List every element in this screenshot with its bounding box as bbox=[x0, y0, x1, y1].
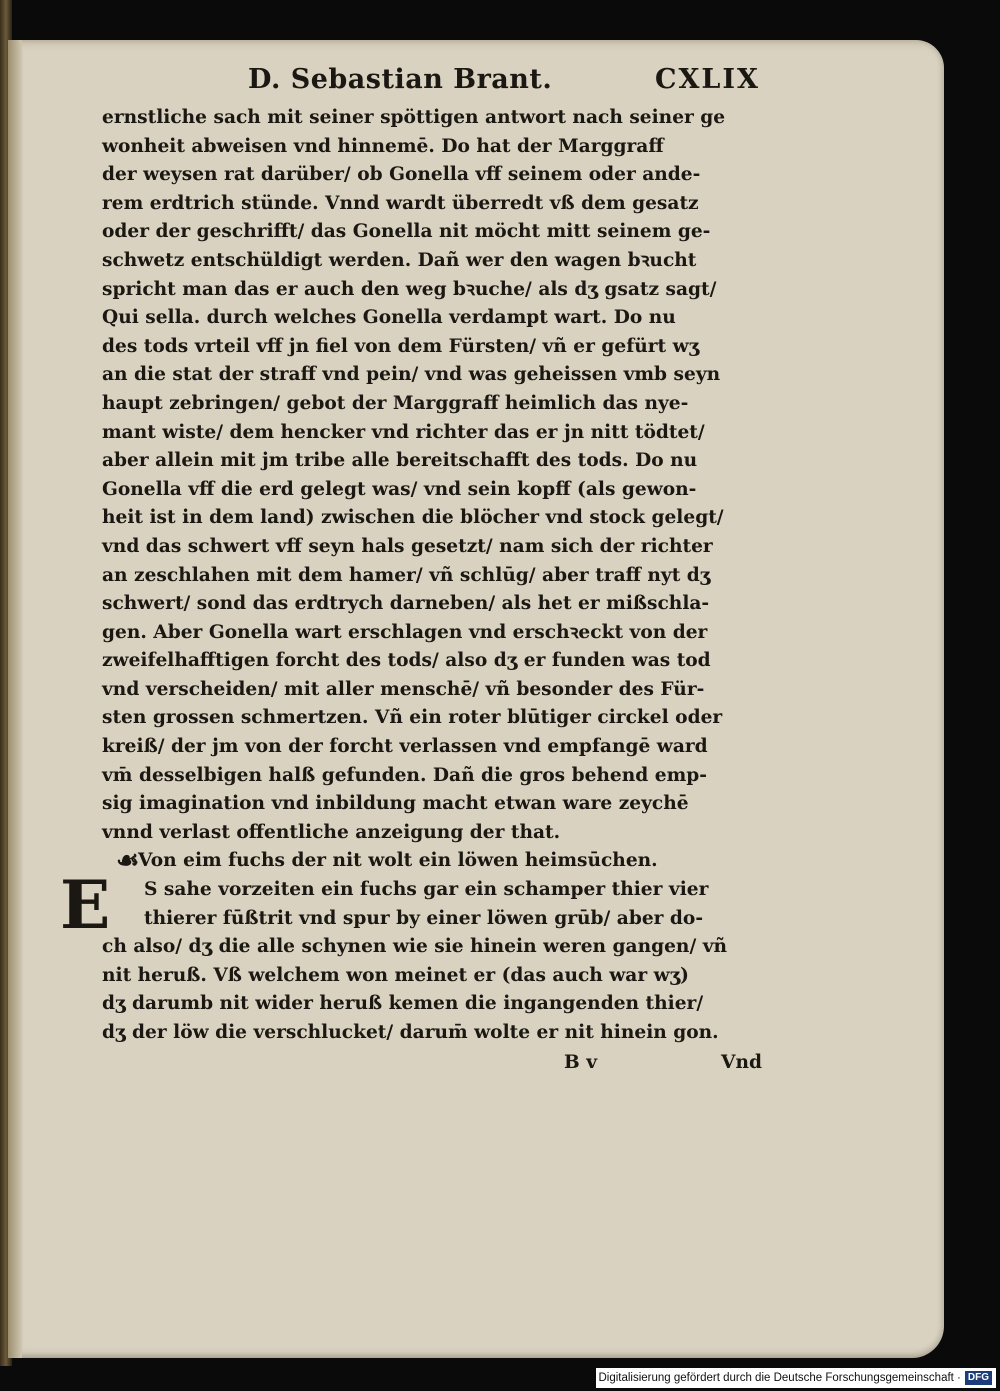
text-line: zweifelhafftigen forcht des tods/ also dʒ er funden was tod bbox=[102, 650, 711, 672]
text-line: thierer fūßtrit vnd spur by einer löwen grūb/ aber do- bbox=[144, 907, 704, 929]
text-line: an zeschlahen mit dem hamer/ vñ schlūg/ aber traff nyt dʒ bbox=[102, 564, 711, 586]
text-line: Qui sella. durch welches Gonella verdampt wart. Do nu bbox=[102, 307, 676, 329]
text-block bbox=[60, 104, 762, 1078]
text-line: vnd das schwert vff seyn hals gesetzt/ nam sich der richter bbox=[102, 535, 713, 557]
folio-number: CXLIX bbox=[654, 64, 760, 95]
running-head: D. Sebastian Brant. bbox=[248, 64, 553, 95]
text-line-content: S sahe vorzeiten ein fuchs gar ein schamper thier vier bbox=[144, 879, 709, 901]
credit-text: Digitalisierung gefördert durch die Deutsche Forschungsgemeinschaft · bbox=[598, 1372, 961, 1384]
text-line: ch also/ dʒ die alle schynen wie sie hinein weren gangen/ vñ bbox=[102, 936, 728, 958]
text-line: heit ist in dem land) zwischen die blöcher vnd stock gelegt/ bbox=[102, 507, 724, 529]
section-heading bbox=[102, 847, 762, 876]
text-line: rem erdtrich stünde. Vnnd wardt überredt vß dem gesatz bbox=[102, 192, 699, 214]
text-line: vnnd verlast offentliche anzeigung der that. bbox=[102, 821, 561, 843]
signature-mark: B v bbox=[564, 1051, 597, 1073]
text-line: gen. Aber Gonella wart erschlagen vnd erschꝛeckt von der bbox=[102, 621, 708, 643]
text-line: spricht man das er auch den weg bꝛuche/ als dʒ gsatz sagt/ bbox=[102, 278, 717, 300]
text-line: vnd verscheiden/ mit aller menschē/ vñ besonder des Für- bbox=[102, 678, 705, 700]
text-line: dʒ darumb nit wider heruß kemen die ingangenden thier/ bbox=[102, 993, 704, 1015]
paragraph-fuchs bbox=[60, 866, 762, 1048]
text-line: wonheit abweisen vnd hinnemē. Do hat der Marggraff bbox=[102, 135, 664, 157]
catchword: Vnd bbox=[721, 1051, 762, 1073]
text-line: der weysen rat darüber/ ob Gonella vff seinem oder ande- bbox=[102, 164, 701, 186]
text-line: schwetz entschüldigt werden. Dañ wer den wagen bꝛucht bbox=[102, 249, 697, 271]
section-heading-text: Von eim fuchs der nit wolt ein löwen heimsūchen. bbox=[138, 850, 658, 872]
text-line: sig imagination vnd inbildung macht etwan ware zeychē bbox=[102, 793, 689, 815]
page-header bbox=[248, 64, 760, 104]
text-line: kreiß/ der jm von der forcht verlassen vnd empfangē ward bbox=[102, 736, 708, 758]
drop-cap-initial: E bbox=[60, 866, 111, 945]
page-gutter-edge bbox=[8, 40, 22, 1358]
text-line: des tods vrteil vff jn fiel von dem Fürsten/ vñ er gefürt wʒ bbox=[102, 335, 700, 357]
text-line: nit heruß. Vß welchem won meinet er (das auch war wʒ) bbox=[102, 964, 689, 986]
text-line: vm̄ desselbigen halß gefunden. Dañ die gros behend emp- bbox=[102, 764, 707, 786]
text-line: aber allein mit jm tribe alle bereitschafft des tods. Do nu bbox=[102, 450, 698, 472]
pilcrow-icon: ☙ bbox=[116, 846, 140, 877]
text-line: oder der geschrifft/ das Gonella nit möcht mitt seinem ge- bbox=[102, 221, 711, 243]
text-line: mant wiste/ dem hencker vnd richter das er jn nitt tödtet/ bbox=[102, 421, 705, 443]
text-line: haupt zebringen/ gebot der Marggraff heimlich das nye- bbox=[102, 392, 689, 414]
digitization-credit-bar bbox=[596, 1368, 996, 1388]
text-line: sten grossen schmertzen. Vñ ein roter blūtiger circkel oder bbox=[102, 707, 723, 729]
text-line: schwert/ sond das erdtrych darneben/ als het er mißschla- bbox=[102, 593, 710, 615]
text-line: Gonella vff die erd gelegt was/ vnd sein kopff (als gewon- bbox=[102, 478, 697, 500]
text-line: ernstliche sach mit seiner spöttigen antwort nach seiner ge bbox=[102, 107, 726, 128]
text-line: an die stat der straff vnd pein/ vnd was geheissen vmb seyn bbox=[102, 364, 721, 386]
text-line: dʒ der löw die verschlucket/ darum̄ wolte er nit hinein gon. bbox=[102, 1022, 719, 1043]
dfg-logo-icon: DFG bbox=[965, 1371, 992, 1385]
page-footer-marks bbox=[102, 1048, 762, 1078]
paragraph-gonella bbox=[102, 104, 762, 847]
